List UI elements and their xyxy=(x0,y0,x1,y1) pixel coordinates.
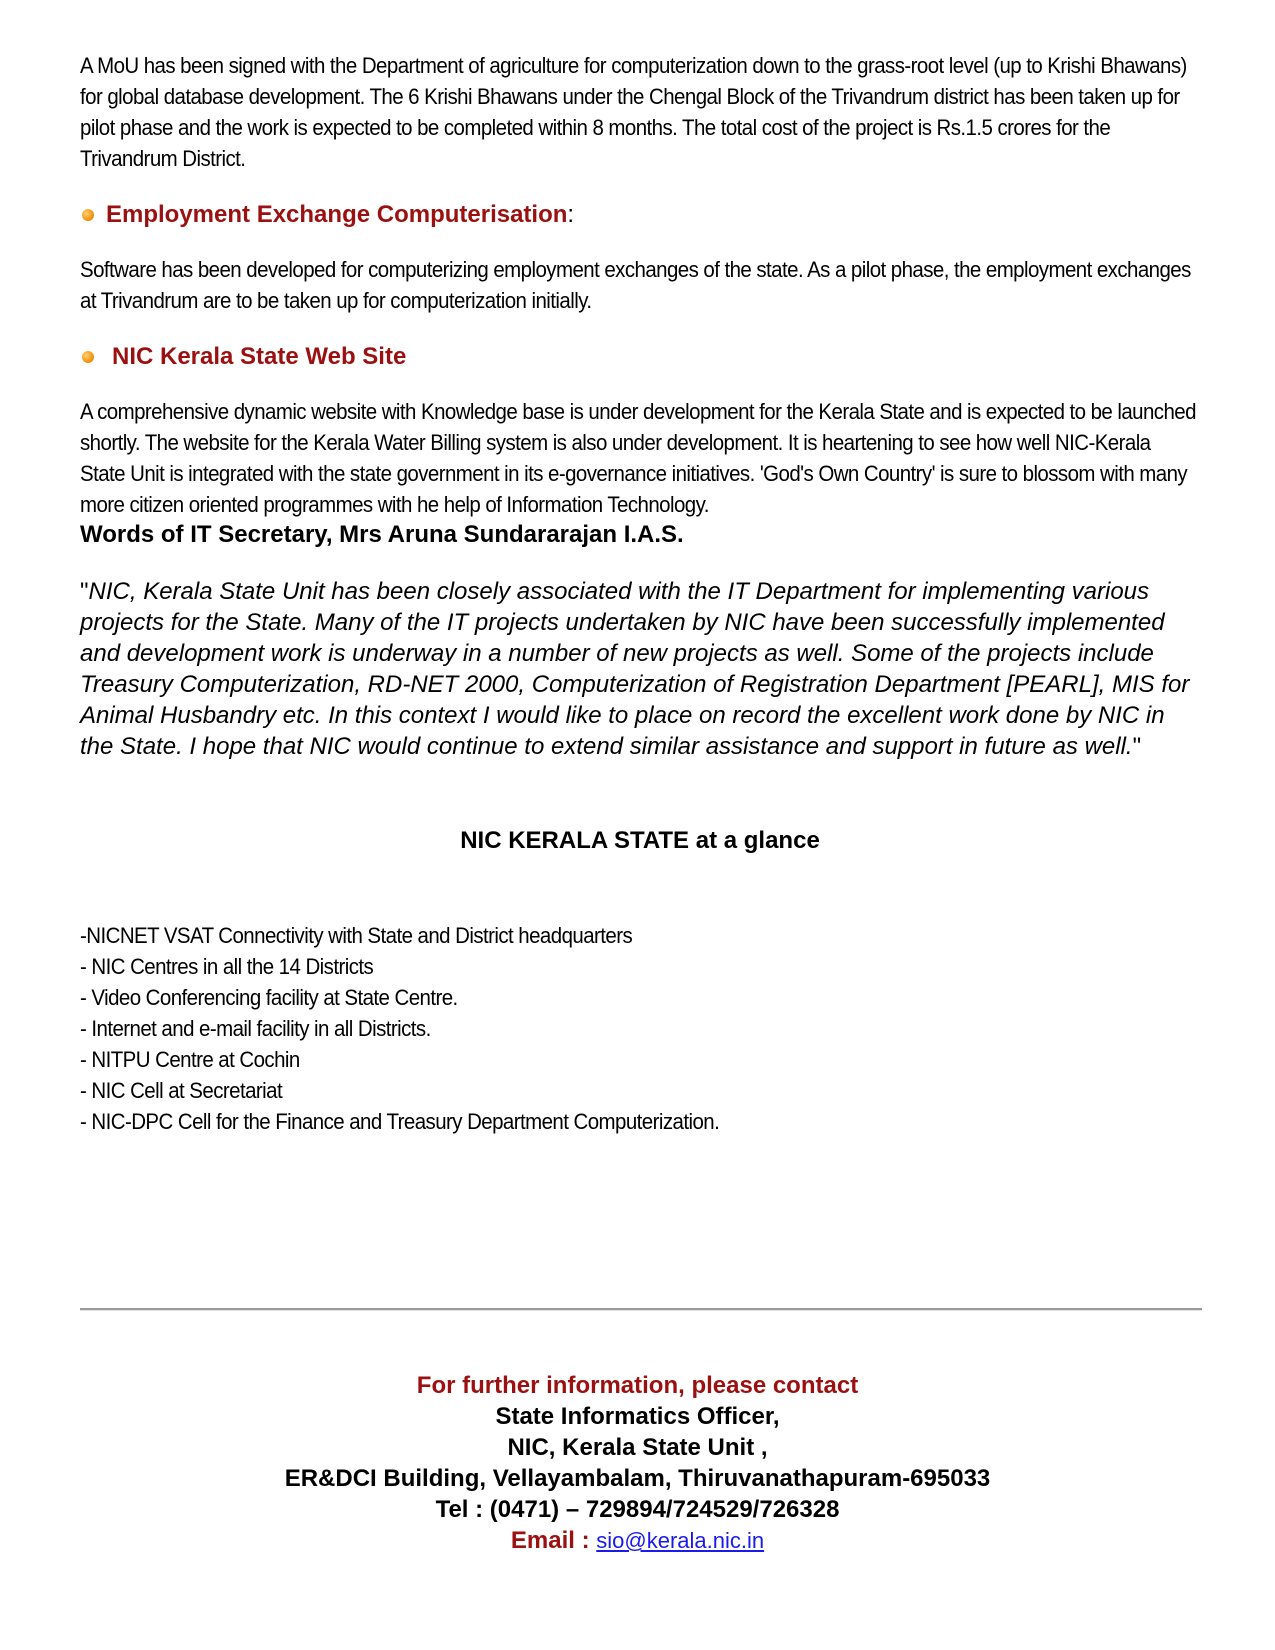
list-item: -NICNET VSAT Connectivity with State and District headquarters xyxy=(80,923,633,948)
close-quote-mark: " xyxy=(1132,733,1142,760)
employment-heading-colon: : xyxy=(567,201,575,228)
website-paragraph: A comprehensive dynamic website with Knowledge base is under development for the Kerala State and is expected to be launched shortly. The website for the Kerala Water Billing system is also under development. It is heartening to see how well NIC-Kerala State Unit is integrated with the state government in its e-governance initiatives. 'God's Own Country' is sure to blossom with many more citizen oriented programmes with he help of Information Technology. xyxy=(80,399,1196,517)
document-body xyxy=(80,50,1200,1137)
contact-email-line xyxy=(0,1525,1275,1556)
glance-list xyxy=(80,920,1200,1137)
employment-heading xyxy=(80,200,1200,230)
employment-paragraph: Software has been developed for computerizing employment exchanges of the state. As a pilot phase, the employment exchanges at Trivandrum are to be taken up for computerization initially. xyxy=(80,257,1191,313)
intro-paragraph: A MoU has been signed with the Department of agriculture for computerization down to the grass-root level (up to Krishi Bhawans) for global database development. The 6 Krishi Bhawans under the Chengal Block of the Trivandrum district has been taken up for pilot phase and the work is expected to be completed within 8 months. The total cost of the project is Rs.1.5 crores for the Trivandrum District. xyxy=(80,53,1187,171)
glance-title: NIC KERALA STATE at a glance xyxy=(460,827,820,854)
list-item: - NIC Centres in all the 14 Districts xyxy=(80,954,374,979)
employment-heading-text: Employment Exchange Computerisation xyxy=(106,201,568,228)
open-quote-mark: " xyxy=(80,578,89,605)
contact-heading: For further information, please contact xyxy=(416,1372,859,1399)
secretary-quote-text: NIC, Kerala State Unit has been closely associated with the IT Department for implementing various projects for the State. Many of the IT projects undertaken by NIC have been successfully implemented and development work is underway in a number of new projects as well. Some of the projects include Treasury Computerization, RD-NET 2000, Computerization of Registration Department [PEARL], MIS for Animal Husbandry etc. In this context I would like to place on record the excellent work done by NIC in the State. I hope that NIC would continue to extend similar assistance and support in future as well. xyxy=(80,578,1190,760)
list-item: - Internet and e-mail facility in all Districts. xyxy=(80,1016,431,1041)
website-heading-text: NIC Kerala State Web Site xyxy=(112,343,407,370)
contact-officer: State Informatics Officer, xyxy=(495,1403,780,1430)
orange-bullet-icon xyxy=(82,351,94,363)
contact-block xyxy=(0,1370,1275,1556)
list-item: - Video Conferencing facility at State Centre. xyxy=(80,985,458,1010)
orange-bullet-icon xyxy=(82,209,94,221)
contact-address: ER&DCI Building, Vellayambalam, Thiruvanathapuram-695033 xyxy=(284,1465,991,1492)
secretary-quote xyxy=(80,576,1200,762)
list-item: - NIC Cell at Secretariat xyxy=(80,1078,283,1103)
horizontal-divider xyxy=(80,1308,1202,1311)
email-label: Email : xyxy=(510,1527,597,1554)
contact-unit: NIC, Kerala State Unit , xyxy=(507,1434,768,1461)
website-heading xyxy=(80,342,1200,372)
secretary-heading: Words of IT Secretary, Mrs Aruna Sundararajan I.A.S. xyxy=(80,521,684,548)
email-link[interactable]: sio@kerala.nic.in xyxy=(596,1528,765,1553)
list-item: - NITPU Centre at Cochin xyxy=(80,1047,300,1072)
contact-phone: Tel : (0471) – 729894/724529/726328 xyxy=(435,1496,840,1523)
list-item: - NIC-DPC Cell for the Finance and Treasury Department Computerization. xyxy=(80,1109,720,1134)
